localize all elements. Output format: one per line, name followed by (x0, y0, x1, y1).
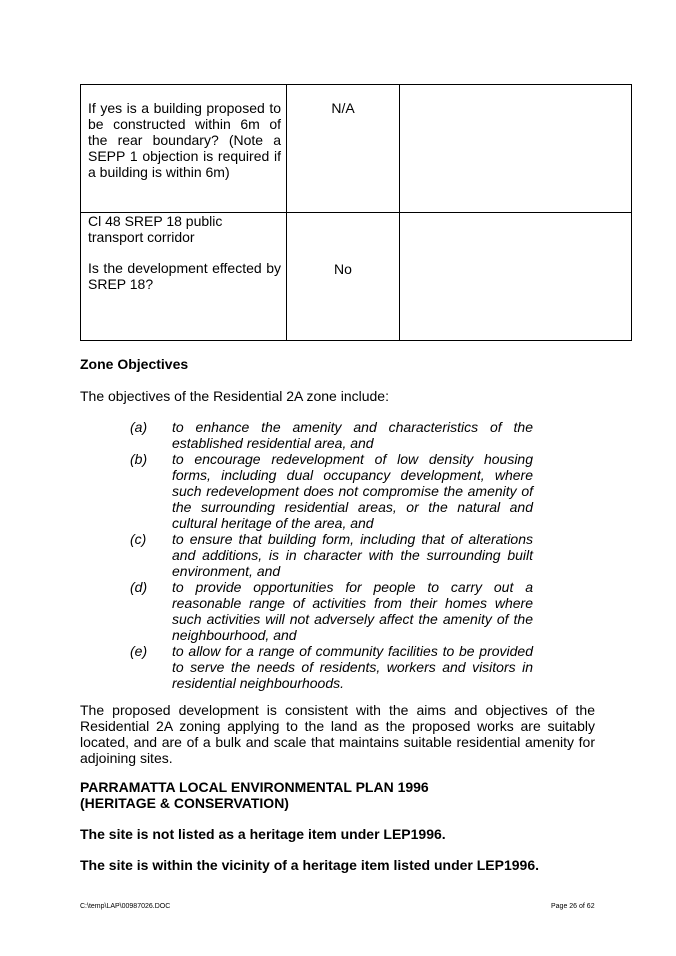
table-row-1-answer: N/A (331, 100, 355, 116)
table-row-2-clause: Cl 48 SREP 18 public transport corridor (88, 213, 223, 245)
zone-objectives-heading: Zone Objectives (80, 356, 189, 372)
zone-objectives-intro: The objectives of the Residential 2A zone include: (80, 388, 389, 404)
zone-conclusion-paragraph: The proposed development is consistent with the aims and objectives of the Residential 2A zoning applying to the land as the proposed works are suitably located, and are of a bulk and scale that maintains suitable residential amenity for adjoining sites. (80, 702, 595, 766)
list-item (130, 451, 533, 531)
list-item-letter: (c) (130, 531, 147, 547)
list-item (130, 579, 533, 643)
list-item-text: to allow for a range of community facilities to be provided to serve the needs of residents, workers and visitors in residential neighbourhoods. (172, 643, 533, 691)
zone-objectives-list (130, 419, 533, 691)
list-item-text: to encourage redevelopment of low density housing forms, including dual occupancy development, where such redevelopment does not compromise the amenity of the surrounding residential areas, or the natural and cultural heritage of the area, and (172, 451, 533, 531)
lep-heading-line-2: (HERITAGE & CONSERVATION) (80, 795, 289, 811)
list-item-text: to ensure that building form, including that of alterations and additions, is in character with the surrounding built environment, and (172, 531, 533, 579)
list-item (130, 531, 533, 579)
heritage-statement-2: The site is within the vicinity of a heritage item listed under LEP1996. (80, 857, 540, 873)
list-item-letter: (e) (130, 643, 148, 659)
list-item-text: to provide opportunities for people to carry out a reasonable range of activities from their homes where such activities will not adversely affect the amenity of the neighbourhood, and (172, 579, 533, 643)
table-row-2-answer: No (334, 261, 352, 277)
footer-page-number: Page 26 of 62 (551, 903, 595, 910)
heritage-statement-1: The site is not listed as a heritage item under LEP1996. (80, 826, 446, 842)
list-item-text: to enhance the amenity and characteristics of the established residential area, and (172, 419, 533, 451)
table-row-1-question: If yes is a building proposed to be constructed within 6m of the rear boundary? (Note a SEPP 1 objection is required if a building is within 6m) (88, 100, 281, 180)
assessment-table (80, 84, 632, 341)
list-item-letter: (b) (130, 451, 148, 467)
lep-heading-line-1: PARRAMATTA LOCAL ENVIRONMENTAL PLAN 1996 (80, 779, 429, 795)
list-item (130, 419, 533, 451)
list-item-letter: (a) (130, 419, 148, 435)
list-item-letter: (d) (130, 579, 148, 595)
table-row-2-question: Is the development effected by SREP 18? (88, 260, 281, 292)
footer-file-path: C:\temp\LAP\00987026.DOC (80, 903, 171, 910)
list-item (130, 643, 533, 691)
